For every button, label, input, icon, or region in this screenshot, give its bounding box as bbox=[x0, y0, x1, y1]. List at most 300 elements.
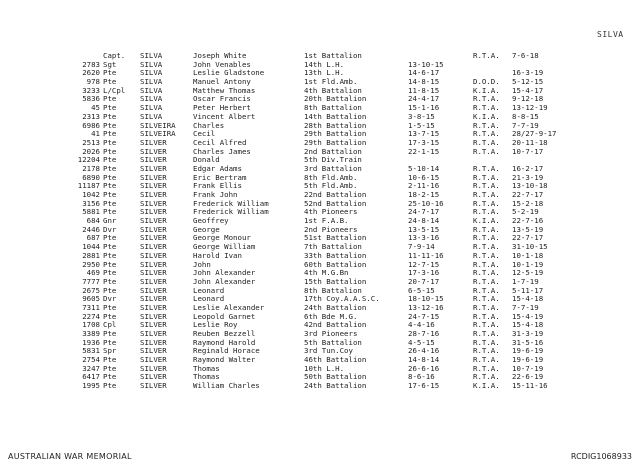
rank: Pte bbox=[103, 182, 117, 191]
service-number: 2026 bbox=[82, 147, 100, 156]
fate: R.T.A. bbox=[473, 277, 500, 286]
service-number: 2513 bbox=[82, 138, 100, 147]
rank: Pte bbox=[103, 251, 117, 260]
enlistment-date: 13-3-16 bbox=[408, 234, 440, 243]
table-row bbox=[60, 226, 640, 235]
enlistment-date: 15-1-16 bbox=[408, 104, 440, 113]
enlistment-date: 25-10-16 bbox=[408, 199, 444, 208]
surname: SILVER bbox=[140, 356, 167, 365]
service-number: 684 bbox=[86, 217, 100, 226]
unit: 8th Battalion bbox=[304, 104, 362, 113]
service-number: 12204 bbox=[77, 156, 100, 165]
rank: Cpl bbox=[103, 321, 117, 330]
given-names: Reuben Bezzell bbox=[193, 330, 256, 338]
enlistment-date: 13-10-15 bbox=[408, 60, 444, 69]
enlistment-date: 24-7-17 bbox=[408, 208, 440, 217]
given-names: Charles bbox=[193, 121, 225, 130]
surname: SILVER bbox=[140, 164, 167, 173]
rank: Pte bbox=[103, 112, 117, 121]
enlistment-date: 28-7-16 bbox=[408, 330, 440, 338]
rank: Spr bbox=[103, 347, 117, 356]
fate: R.T.A. bbox=[473, 330, 500, 338]
service-number: 2313 bbox=[82, 112, 100, 121]
fate: R.T.A. bbox=[473, 147, 500, 156]
surname: SILVER bbox=[140, 225, 167, 234]
service-number: 7777 bbox=[82, 277, 100, 286]
rank: Pte bbox=[103, 356, 117, 365]
unit: 20th Battalion bbox=[304, 95, 367, 104]
unit: 7th Battalion bbox=[304, 243, 362, 252]
rank: Pte bbox=[103, 312, 117, 321]
given-names: Thomas bbox=[193, 373, 220, 382]
rank: Pte bbox=[103, 364, 117, 373]
table-row bbox=[60, 234, 640, 243]
rank: Pte bbox=[103, 121, 117, 130]
given-names: Harold Ivan bbox=[193, 251, 242, 260]
table-row bbox=[60, 252, 640, 261]
unit: 51st Battalion bbox=[304, 234, 367, 243]
table-row bbox=[60, 313, 640, 322]
table-row bbox=[60, 304, 640, 313]
rank: Pte bbox=[103, 69, 117, 78]
enlistment-date: 8-6-16 bbox=[408, 373, 435, 382]
given-names: Frank John bbox=[193, 191, 238, 199]
fate-date: 20-11-18 bbox=[512, 138, 548, 147]
table-row bbox=[60, 217, 640, 226]
rank: Pte bbox=[103, 338, 117, 347]
table-row bbox=[60, 295, 640, 304]
surname: SILVA bbox=[140, 104, 163, 113]
rank: Pte bbox=[103, 260, 117, 269]
fate-date: 13-5-19 bbox=[512, 225, 544, 234]
fate-date: 22-6-19 bbox=[512, 373, 544, 382]
fate: R.T.A. bbox=[473, 286, 500, 295]
fate-date: 22-7-16 bbox=[512, 217, 544, 226]
unit: 1st Battalion bbox=[304, 52, 362, 60]
fate-date: 7-7-19 bbox=[512, 121, 539, 130]
fate: K.I.A. bbox=[473, 86, 500, 95]
table-row bbox=[60, 365, 640, 374]
fate-date: 5-11-17 bbox=[512, 286, 544, 295]
unit: 4th Battalion bbox=[304, 86, 362, 95]
fate-date: 8-8-15 bbox=[512, 112, 539, 121]
fate: R.T.A. bbox=[473, 251, 500, 260]
surname: SILVER bbox=[140, 364, 167, 373]
fate-date: 12-5-19 bbox=[512, 269, 544, 278]
fate-date: 1-7-19 bbox=[512, 277, 539, 286]
fate-date: 15-4-18 bbox=[512, 295, 544, 304]
fate-date: 31-5-16 bbox=[512, 338, 544, 347]
rank: Pte bbox=[103, 286, 117, 295]
rank: Dvr bbox=[103, 225, 117, 234]
fate: R.T.A. bbox=[473, 321, 500, 330]
table-row bbox=[60, 122, 640, 131]
surname: SILVER bbox=[140, 303, 167, 312]
enlistment-date: 10-6-15 bbox=[408, 173, 440, 182]
given-names: Oscar Francis bbox=[193, 95, 251, 104]
table-row bbox=[60, 130, 640, 139]
unit: 1st F.A.B. bbox=[304, 217, 349, 226]
given-names: John Alexander bbox=[193, 269, 256, 278]
service-number: 3247 bbox=[82, 364, 100, 373]
fate: R.T.A. bbox=[473, 260, 500, 269]
enlistment-date: 26-6-16 bbox=[408, 364, 440, 373]
surname: SILVER bbox=[140, 147, 167, 156]
surname: SILVA bbox=[140, 60, 163, 69]
fate-date: 31-3-19 bbox=[512, 330, 544, 338]
enlistment-date: 6-5-15 bbox=[408, 286, 435, 295]
table-row bbox=[60, 139, 640, 148]
unit: 1st Fld.Amb. bbox=[304, 78, 358, 87]
surname: SILVER bbox=[140, 156, 167, 165]
unit: 8th Battalion bbox=[304, 286, 362, 295]
fate: R.T.A. bbox=[473, 199, 500, 208]
table-row bbox=[60, 287, 640, 296]
surname: SILVER bbox=[140, 199, 167, 208]
given-names: Raymond Harold bbox=[193, 338, 256, 347]
unit: 29th Battalion bbox=[304, 138, 367, 147]
table-row bbox=[60, 69, 640, 78]
enlistment-date: 7-9-14 bbox=[408, 243, 435, 252]
fate: R.T.A. bbox=[473, 208, 500, 217]
surname: SILVER bbox=[140, 277, 167, 286]
unit: 24th Battalion bbox=[304, 303, 367, 312]
service-number: 11187 bbox=[77, 182, 100, 191]
service-number: 2754 bbox=[82, 356, 100, 365]
given-names: Frederick William bbox=[193, 208, 269, 217]
enlistment-date: 18-2-15 bbox=[408, 191, 440, 199]
service-number: 5831 bbox=[82, 347, 100, 356]
fate-date: 10-1-18 bbox=[512, 251, 544, 260]
enlistment-date: 13-12-16 bbox=[408, 303, 444, 312]
service-number: 978 bbox=[86, 78, 100, 87]
rank: Sgt bbox=[103, 60, 117, 69]
service-number: 2274 bbox=[82, 312, 100, 321]
fate: K.I.A. bbox=[473, 112, 500, 121]
given-names: William Charles bbox=[193, 382, 260, 391]
surname: SILVA bbox=[140, 78, 163, 87]
given-names: Leslie Roy bbox=[193, 321, 238, 330]
enlistment-date: 22-1-15 bbox=[408, 147, 440, 156]
rank: Pte bbox=[103, 138, 117, 147]
fate-date: 19-6-19 bbox=[512, 347, 544, 356]
table-row bbox=[60, 269, 640, 278]
service-number: 1936 bbox=[82, 338, 100, 347]
fate: R.T.A. bbox=[473, 234, 500, 243]
given-names: Geoffrey bbox=[193, 217, 229, 226]
table-row bbox=[60, 174, 640, 183]
fate-date: 15-11-16 bbox=[512, 382, 548, 391]
service-number: 1995 bbox=[82, 382, 100, 391]
service-number: 6986 bbox=[82, 121, 100, 130]
surname: SILVER bbox=[140, 286, 167, 295]
surname: SILVER bbox=[140, 373, 167, 382]
rank: Dvr bbox=[103, 295, 117, 304]
surname: SILVER bbox=[140, 321, 167, 330]
given-names: Cecil Alfred bbox=[193, 138, 247, 147]
rank: Pte bbox=[103, 199, 117, 208]
page-heading: SILVA bbox=[597, 30, 624, 39]
fate-date: 10-1-19 bbox=[512, 260, 544, 269]
enlistment-date: 11-11-16 bbox=[408, 251, 444, 260]
fate-date: 15-4-17 bbox=[512, 86, 544, 95]
surname: SILVER bbox=[140, 208, 167, 217]
fate: R.T.A. bbox=[473, 173, 500, 182]
fate-date: 5-2-19 bbox=[512, 208, 539, 217]
fate-date: 19-6-19 bbox=[512, 356, 544, 365]
fate-date: 9-12-18 bbox=[512, 95, 544, 104]
given-names: Matthew Thomas bbox=[193, 86, 256, 95]
table-row bbox=[60, 330, 640, 339]
enlistment-date: 14-8-14 bbox=[408, 356, 440, 365]
given-names: Joseph White bbox=[193, 52, 247, 60]
table-row bbox=[60, 61, 640, 70]
given-names: John Alexander bbox=[193, 277, 256, 286]
fate: K.I.A. bbox=[473, 217, 500, 226]
enlistment-date: 26-4-16 bbox=[408, 347, 440, 356]
fate-date: 7-6-18 bbox=[512, 52, 539, 60]
table-row bbox=[60, 113, 640, 122]
table-row bbox=[60, 347, 640, 356]
surname: SILVER bbox=[140, 191, 167, 199]
service-number: 1044 bbox=[82, 243, 100, 252]
fate: R.T.A. bbox=[473, 364, 500, 373]
surname: SILVER bbox=[140, 260, 167, 269]
unit: 5th Fld.Amb. bbox=[304, 182, 358, 191]
fate-date: 10-7-17 bbox=[512, 147, 544, 156]
surname: SILVER bbox=[140, 347, 167, 356]
fate-date: 13-12-19 bbox=[512, 104, 548, 113]
surname: SILVER bbox=[140, 295, 167, 304]
fate-date: 21-3-19 bbox=[512, 173, 544, 182]
given-names: John bbox=[193, 260, 211, 269]
given-names: George bbox=[193, 225, 220, 234]
rank: Pte bbox=[103, 330, 117, 338]
surname: SILVER bbox=[140, 338, 167, 347]
unit: 52nd Battalion bbox=[304, 199, 367, 208]
given-names: Manuel Antony bbox=[193, 78, 251, 87]
unit: 13th L.H. bbox=[304, 69, 345, 78]
unit: 10th L.H. bbox=[304, 364, 345, 373]
unit: 5th Div.Train bbox=[304, 156, 362, 165]
service-number: 2178 bbox=[82, 164, 100, 173]
rank: Pte bbox=[103, 156, 117, 165]
enlistment-date: 12-7-15 bbox=[408, 260, 440, 269]
fate-date: 28/27-9-17 bbox=[512, 130, 557, 139]
given-names: Leopold Garnet bbox=[193, 312, 256, 321]
unit: 14th Battalion bbox=[304, 112, 367, 121]
given-names: Charles James bbox=[193, 147, 251, 156]
fate: R.T.A. bbox=[473, 312, 500, 321]
table-row bbox=[60, 278, 640, 287]
service-number: 3389 bbox=[82, 330, 100, 338]
enlistment-date: 4-4-16 bbox=[408, 321, 435, 330]
surname: SILVEIRA bbox=[140, 130, 176, 139]
rank: Pte bbox=[103, 147, 117, 156]
enlistment-date: 17-3-15 bbox=[408, 138, 440, 147]
fate-date: 5-12-15 bbox=[512, 78, 544, 87]
given-names: Reginald Horace bbox=[193, 347, 260, 356]
table-row bbox=[60, 104, 640, 113]
service-number: 41 bbox=[91, 130, 100, 139]
service-number: 6890 bbox=[82, 173, 100, 182]
enlistment-date: 17-6-15 bbox=[408, 382, 440, 391]
unit: 15th Battalion bbox=[304, 277, 367, 286]
rank: Pte bbox=[103, 173, 117, 182]
rank: Pte bbox=[103, 373, 117, 382]
service-number: 6417 bbox=[82, 373, 100, 382]
surname: SILVER bbox=[140, 251, 167, 260]
service-number: 2446 bbox=[82, 225, 100, 234]
given-names: Leonard bbox=[193, 295, 225, 304]
fate-date: 31-10-15 bbox=[512, 243, 548, 252]
given-names: Edgar Adams bbox=[193, 164, 242, 173]
fate: R.T.A. bbox=[473, 347, 500, 356]
fate: R.T.A. bbox=[473, 121, 500, 130]
rank: Pte bbox=[103, 191, 117, 199]
table-row bbox=[60, 165, 640, 174]
rank: Pte bbox=[103, 243, 117, 252]
table-row bbox=[60, 382, 640, 391]
service-number: 9605 bbox=[82, 295, 100, 304]
service-number: 3233 bbox=[82, 86, 100, 95]
given-names: Frank Ellis bbox=[193, 182, 242, 191]
fate: R.T.A. bbox=[473, 356, 500, 365]
rank: Pte bbox=[103, 78, 117, 87]
table-row bbox=[60, 95, 640, 104]
given-names: John Venables bbox=[193, 60, 251, 69]
surname: SILVA bbox=[140, 52, 163, 60]
fate-date: 22-7-17 bbox=[512, 234, 544, 243]
enlistment-date: 24-4-17 bbox=[408, 95, 440, 104]
rank: Capt. bbox=[103, 52, 126, 60]
service-number: 5881 bbox=[82, 208, 100, 217]
enlistment-date: 24-8-14 bbox=[408, 217, 440, 226]
enlistment-date: 20-7-17 bbox=[408, 277, 440, 286]
surname: SILVEIRA bbox=[140, 121, 176, 130]
enlistment-date: 13-7-15 bbox=[408, 130, 440, 139]
given-names: George Monour bbox=[193, 234, 251, 243]
unit: 29th Battalion bbox=[304, 130, 367, 139]
enlistment-date: 14-8-15 bbox=[408, 78, 440, 87]
nominal-roll-list bbox=[60, 52, 640, 391]
fate: R.T.A. bbox=[473, 191, 500, 199]
rank: L/Cpl bbox=[103, 86, 126, 95]
fate: R.T.A. bbox=[473, 95, 500, 104]
rank: Pte bbox=[103, 208, 117, 217]
fate: R.T.A. bbox=[473, 338, 500, 347]
fate: R.T.A. bbox=[473, 138, 500, 147]
table-row bbox=[60, 52, 640, 61]
surname: SILVA bbox=[140, 69, 163, 78]
given-names: Vincent Albert bbox=[193, 112, 256, 121]
surname: SILVER bbox=[140, 312, 167, 321]
unit: 22nd Battalion bbox=[304, 191, 367, 199]
unit: 17th Coy.A.A.S.C. bbox=[304, 295, 380, 304]
fate: R.T.A. bbox=[473, 303, 500, 312]
unit: 3rd Pioneers bbox=[304, 330, 358, 338]
unit: 14th L.H. bbox=[304, 60, 345, 69]
unit: 60th Battalion bbox=[304, 260, 367, 269]
surname: SILVA bbox=[140, 112, 163, 121]
service-number: 2881 bbox=[82, 251, 100, 260]
fate-date: 15-4-19 bbox=[512, 312, 544, 321]
service-number: 469 bbox=[86, 269, 100, 278]
archive-attribution: AUSTRALIAN WAR MEMORIAL bbox=[8, 452, 132, 461]
given-names: Eric Bertram bbox=[193, 173, 247, 182]
unit: 2nd Battalion bbox=[304, 147, 362, 156]
fate-date: 16-3-19 bbox=[512, 69, 544, 78]
enlistment-date: 24-7-15 bbox=[408, 312, 440, 321]
given-names: Leonard bbox=[193, 286, 225, 295]
given-names: Frederick William bbox=[193, 199, 269, 208]
table-row bbox=[60, 261, 640, 270]
fate: D.O.D. bbox=[473, 78, 500, 87]
fate: R.T.A. bbox=[473, 373, 500, 382]
fate-date: 15-4-18 bbox=[512, 321, 544, 330]
table-row bbox=[60, 243, 640, 252]
given-names: Peter Herbert bbox=[193, 104, 251, 113]
unit: 8th Fld.Amb. bbox=[304, 173, 358, 182]
service-number: 7311 bbox=[82, 303, 100, 312]
unit: 3rd Tun.Coy bbox=[304, 347, 353, 356]
given-names: Donald bbox=[193, 156, 220, 165]
fate: R.T.A. bbox=[473, 295, 500, 304]
service-number: 1042 bbox=[82, 191, 100, 199]
fate-date: 15-2-18 bbox=[512, 199, 544, 208]
unit: 24th Battalion bbox=[304, 382, 367, 391]
service-number: 2950 bbox=[82, 260, 100, 269]
fate: R.T.A. bbox=[473, 164, 500, 173]
enlistment-date: 13-5-15 bbox=[408, 225, 440, 234]
table-row bbox=[60, 200, 640, 209]
enlistment-date: 14-6-17 bbox=[408, 69, 440, 78]
table-row bbox=[60, 208, 640, 217]
service-number: 2620 bbox=[82, 69, 100, 78]
rank: Pte bbox=[103, 130, 117, 139]
surname: SILVA bbox=[140, 86, 163, 95]
rank: Pte bbox=[103, 382, 117, 391]
surname: SILVA bbox=[140, 95, 163, 104]
fate: R.T.A. bbox=[473, 269, 500, 278]
rank: Pte bbox=[103, 164, 117, 173]
table-row bbox=[60, 148, 640, 157]
record-id: RCDIG1068933 bbox=[570, 452, 632, 461]
enlistment-date: 3-8-15 bbox=[408, 112, 435, 121]
surname: SILVER bbox=[140, 217, 167, 226]
unit: 46th Battalion bbox=[304, 356, 367, 365]
given-names: George William bbox=[193, 243, 256, 252]
table-row bbox=[60, 156, 640, 165]
enlistment-date: 5-10-14 bbox=[408, 164, 440, 173]
unit: 3rd Battalion bbox=[304, 164, 362, 173]
rank: Pte bbox=[103, 95, 117, 104]
rank: Pte bbox=[103, 234, 117, 243]
surname: SILVER bbox=[140, 330, 167, 338]
surname: SILVER bbox=[140, 234, 167, 243]
service-number: 5836 bbox=[82, 95, 100, 104]
surname: SILVER bbox=[140, 243, 167, 252]
unit: 2nd Pioneers bbox=[304, 225, 358, 234]
fate: R.T.A. bbox=[473, 225, 500, 234]
given-names: Leslie Gladstone bbox=[193, 69, 265, 78]
unit: 5th Battalion bbox=[304, 338, 362, 347]
rank: Pte bbox=[103, 104, 117, 113]
unit: 42nd Battalion bbox=[304, 321, 367, 330]
unit: 50th Battalion bbox=[304, 373, 367, 382]
unit: 4th Pioneers bbox=[304, 208, 358, 217]
service-number: 2783 bbox=[82, 60, 100, 69]
